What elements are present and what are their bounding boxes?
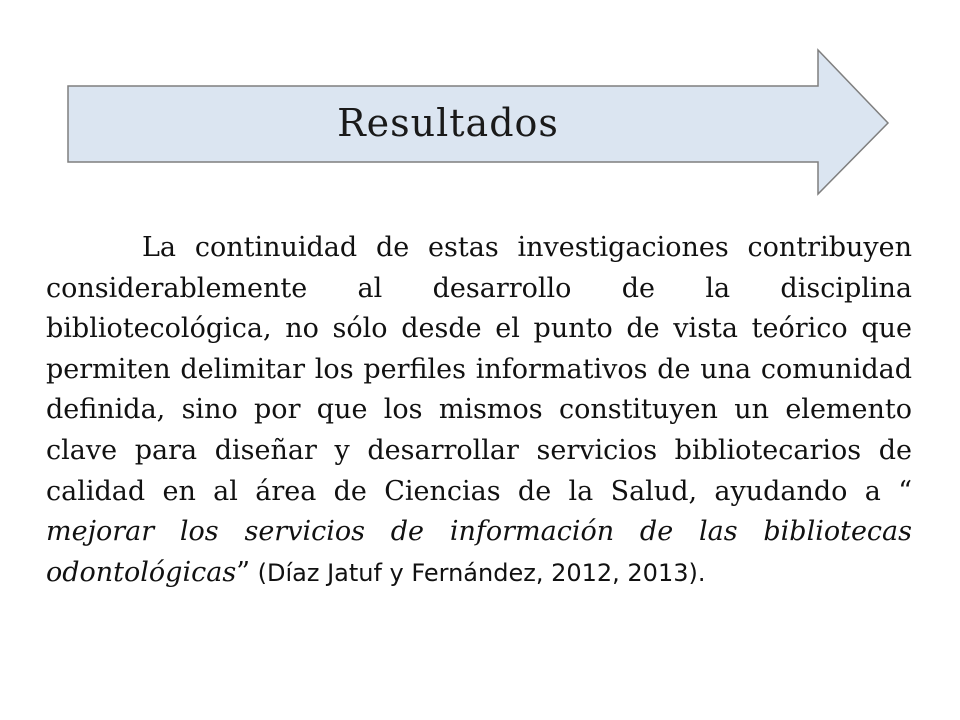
- paragraph-quote: mejorar los servicios de información de las bibliotecas odontológicas: [46, 516, 912, 588]
- paragraph-citation: (Díaz Jatuf y Fernández, 2012, 2013).: [250, 558, 706, 587]
- paragraph-quote-close: ”: [236, 556, 250, 588]
- slide-title: Resultados: [337, 101, 559, 145]
- paragraph-main-text: La continuidad de estas investigaciones contribuyen considerablemente al desarrollo de la disciplina bibliotecológica, no sólo desde el punto de vista teórico que permiten delimitar los perfiles informativos de una comunidad definida, sino por que los mismos constituyen un elemento clave para diseñar y desarrollar servicios bibliotecarios de calidad en al área de Ciencias de la Salud, ayudando a “: [46, 232, 912, 507]
- body-paragraph: [46, 228, 912, 593]
